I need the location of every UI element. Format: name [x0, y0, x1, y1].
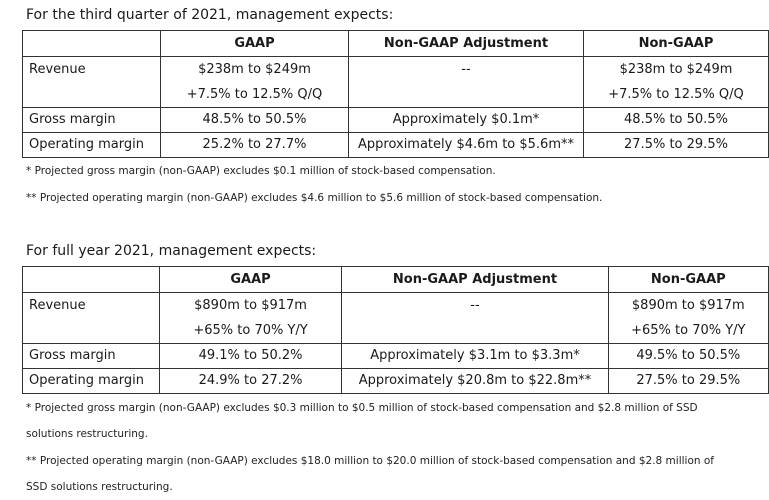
- operating-margin-non-gaap: 27.5% to 29.5%: [608, 369, 768, 394]
- q3-title: For the third quarter of 2021, management expects:: [26, 7, 394, 23]
- table-header-row: [23, 267, 769, 293]
- header-gaap: GAAP: [159, 267, 342, 293]
- revenue-adjustment: --: [349, 57, 584, 108]
- revenue-gaap: $890m to $917m +65% to 70% Y/Y: [159, 293, 342, 344]
- gross-margin-non-gaap: 48.5% to 50.5%: [584, 108, 769, 133]
- gross-margin-gaap: 48.5% to 50.5%: [161, 108, 349, 133]
- table-header-row: [23, 31, 769, 57]
- q3-footnote-operating: ** Projected operating margin (non-GAAP) excludes $4.6 million to $5.6 million of stock-based compensation.: [26, 192, 603, 204]
- q3-footnote-gross: * Projected gross margin (non-GAAP) excludes $0.1 million of stock-based compensation.: [26, 165, 496, 177]
- fy-guidance-table: [22, 266, 769, 394]
- fy-footnote-gross-cont: solutions restructuring.: [26, 428, 148, 440]
- fy-footnote-gross: * Projected gross margin (non-GAAP) excludes $0.3 million to $0.5 million of stock-based compensation and $2.8 million of SSD: [26, 402, 698, 414]
- header-non-gaap: Non-GAAP: [584, 31, 769, 57]
- row-label-revenue: Revenue: [23, 57, 161, 108]
- header-gaap: GAAP: [161, 31, 349, 57]
- operating-margin-gaap: 24.9% to 27.2%: [159, 369, 342, 394]
- header-empty: [23, 31, 161, 57]
- row-label-operating-margin: Operating margin: [23, 369, 160, 394]
- operating-margin-non-gaap: 27.5% to 29.5%: [584, 133, 769, 158]
- operating-margin-adjustment: Approximately $4.6m to $5.6m**: [349, 133, 584, 158]
- table-row-revenue: [23, 293, 769, 344]
- table-row-revenue: [23, 57, 769, 108]
- fy-title: For full year 2021, management expects:: [26, 243, 317, 259]
- fy-footnote-operating-cont: SSD solutions restructuring.: [26, 481, 173, 493]
- revenue-non-gaap: $238m to $249m +7.5% to 12.5% Q/Q: [584, 57, 769, 108]
- revenue-adjustment: --: [342, 293, 608, 344]
- operating-margin-gaap: 25.2% to 27.7%: [161, 133, 349, 158]
- gross-margin-gaap: 49.1% to 50.2%: [159, 344, 342, 369]
- header-adjustment: Non-GAAP Adjustment: [342, 267, 608, 293]
- header-non-gaap: Non-GAAP: [608, 267, 768, 293]
- table-row-operating-margin: [23, 133, 769, 158]
- row-label-revenue: Revenue: [23, 293, 160, 344]
- table-row-gross-margin: [23, 108, 769, 133]
- gross-margin-adjustment: Approximately $3.1m to $3.3m*: [342, 344, 608, 369]
- table-row-operating-margin: [23, 369, 769, 394]
- row-label-operating-margin: Operating margin: [23, 133, 161, 158]
- revenue-non-gaap: $890m to $917m +65% to 70% Y/Y: [608, 293, 768, 344]
- header-empty: [23, 267, 160, 293]
- row-label-gross-margin: Gross margin: [23, 108, 161, 133]
- table-row-gross-margin: [23, 344, 769, 369]
- gross-margin-adjustment: Approximately $0.1m*: [349, 108, 584, 133]
- q3-guidance-table: [22, 30, 769, 158]
- revenue-gaap: $238m to $249m +7.5% to 12.5% Q/Q: [161, 57, 349, 108]
- fy-footnote-operating: ** Projected operating margin (non-GAAP) excludes $18.0 million to $20.0 million of stock-based compensation and $2.8 million of: [26, 455, 714, 467]
- gross-margin-non-gaap: 49.5% to 50.5%: [608, 344, 768, 369]
- operating-margin-adjustment: Approximately $20.8m to $22.8m**: [342, 369, 608, 394]
- row-label-gross-margin: Gross margin: [23, 344, 160, 369]
- header-adjustment: Non-GAAP Adjustment: [349, 31, 584, 57]
